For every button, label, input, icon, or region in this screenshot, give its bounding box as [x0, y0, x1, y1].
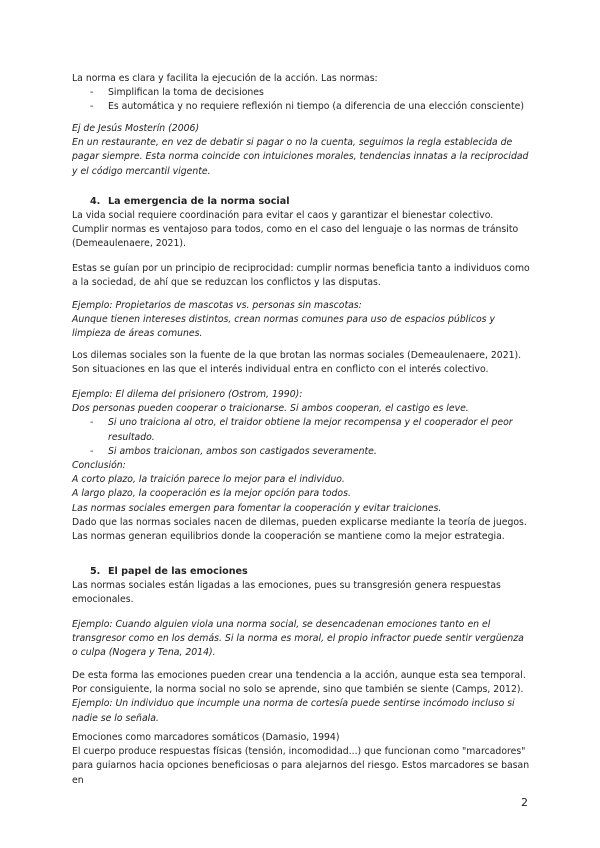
section-4-title: La emergencia de la norma social: [108, 196, 290, 207]
section-4-number: 4.: [90, 196, 101, 207]
intro-bullet-2: - Es automática y no requiere reflexión ni tiempo (a diferencia de una elección consciente): [72, 100, 532, 114]
section-4-example-2: [72, 388, 532, 516]
page-number: 2: [521, 796, 528, 809]
mosterin-text: En un restaurante, en vez de debatir si pagar o no la cuenta, seguimos la regla establecida de pagar siempre. Esta norma coincide con intuiciones morales, tendencias innatas a la reciprocidad y el código mercantil vigente.: [72, 137, 529, 177]
section-4-example-1: [72, 299, 532, 342]
section-4-example-2-title: Ejemplo: El dilema del prisionero (Ostrom, 1990):: [72, 389, 303, 400]
conclusion-line-3: Las normas sociales emergen para fomentar la cooperación y evitar traiciones.: [72, 502, 442, 514]
section-4-heading: [90, 196, 289, 207]
section-5-heading: [90, 566, 248, 577]
section-5-example-1: [72, 618, 532, 661]
section-5-number: 5.: [90, 566, 101, 577]
section-4-example-1-title: Ejemplo: Propietarios de mascotas vs. personas sin mascotas:: [72, 300, 362, 311]
section-5-p2-text: De esta forma las emociones pueden crear una tendencia a la acción, aunque esta sea temporal. Por consiguiente, la norma social no solo se aprende, sino que también se siente (Camps, 2012).: [72, 670, 526, 696]
section-5-title: El papel de las emociones: [108, 566, 248, 577]
section-5-p1: [72, 579, 532, 607]
section-4-example-2-bullets: [72, 416, 532, 459]
section-4-example-2-bullet-2: - Si ambos traicionan, ambos son castigados severamente.: [72, 445, 532, 459]
section-5-example-2-text: Ejemplo: Un individuo que incumple una norma de cortesía puede sentirse incómodo incluso si nadie se lo señala.: [72, 698, 515, 724]
intro-bullets: [72, 86, 532, 114]
mosterin-example: [72, 122, 532, 179]
section-4-p1-text: La vida social requiere coordinación para evitar el caos y garantizar el bienestar colectivo. Cumplir normas es ventajoso para todos, como en el caso del lenguaje o las normas de tránsito (Demeaulenaere, 2021).: [72, 210, 519, 250]
conclusion-line-2: A largo plazo, la cooperación es la mejor opción para todos.: [72, 488, 351, 500]
conclusion-line-1: A corto plazo, la traición parece lo mejor para el individuo.: [72, 474, 345, 486]
section-5-p2: [72, 669, 532, 726]
section-4-p1: [72, 209, 532, 252]
section-5-p1-text: Las normas sociales están ligadas a las emociones, pues su transgresión genera respuestas emocionales.: [72, 580, 501, 606]
section-4-p3-text: Los dilemas sociales son la fuente de la que brotan las normas sociales (Demeaulenaere, 2021). Son situaciones en las que el interés individual entra en conflicto con el interés colectivo.: [72, 350, 522, 376]
section-4-example-2-text: Dos personas pueden cooperar o traicionarse. Si ambos cooperan, el castigo es leve.: [72, 403, 469, 415]
section-4-p4-text: Dado que las normas sociales nacen de dilemas, pueden explicarse mediante la teoría de juegos. Las normas generan equilibrios donde la cooperación se mantiene como la mejor estrategia.: [72, 517, 527, 543]
intro-text: La norma es clara y facilita la ejecución de la acción. Las normas:: [72, 73, 378, 84]
section-4-p2-text: Estas se guían por un principio de reciprocidad: cumplir normas beneficia tanto a individuos como a la sociedad, de ahí que se reduzcan los conflictos y las disputas.: [72, 263, 530, 289]
conclusion-label: Conclusión:: [72, 460, 126, 472]
section-5-example-1-text: Ejemplo: Cuando alguien viola una norma social, se desencadenan emociones tanto en el transgresor como en los demás. Si la norma es moral, el propio infractor puede sentir vergüenza o culpa (Nogera y Tena, 2014).: [72, 619, 524, 659]
section-4-p4: [72, 516, 532, 544]
section-4-example-1-text: Aunque tienen intereses distintos, crean normas comunes para uso de espacios públicos y limpieza de áreas comunes.: [72, 314, 495, 340]
section-4-p2: [72, 262, 532, 290]
intro-bullet-1: - Simplifican la toma de decisiones: [72, 86, 532, 100]
section-5-p3-text: El cuerpo produce respuestas físicas (tensión, incomodidad...) que funcionan como "marcadores" para guiarnos hacia opciones beneficiosas o para alejarnos del riesgo. Estos marcadores se basan en: [72, 746, 530, 786]
intro-block: [72, 72, 532, 115]
mosterin-title: Ej de Jesús Mosterín (2006): [72, 123, 200, 134]
section-4-example-2-bullet-1: - Si uno traiciona al otro, el traidor obtiene la mejor recompensa y el cooperador el peor resultado.: [72, 416, 532, 444]
section-5-p3-title: Emociones como marcadores somáticos (Damasio, 1994): [72, 732, 340, 743]
section-4-p3: [72, 349, 532, 377]
section-5-p3: [72, 731, 532, 788]
